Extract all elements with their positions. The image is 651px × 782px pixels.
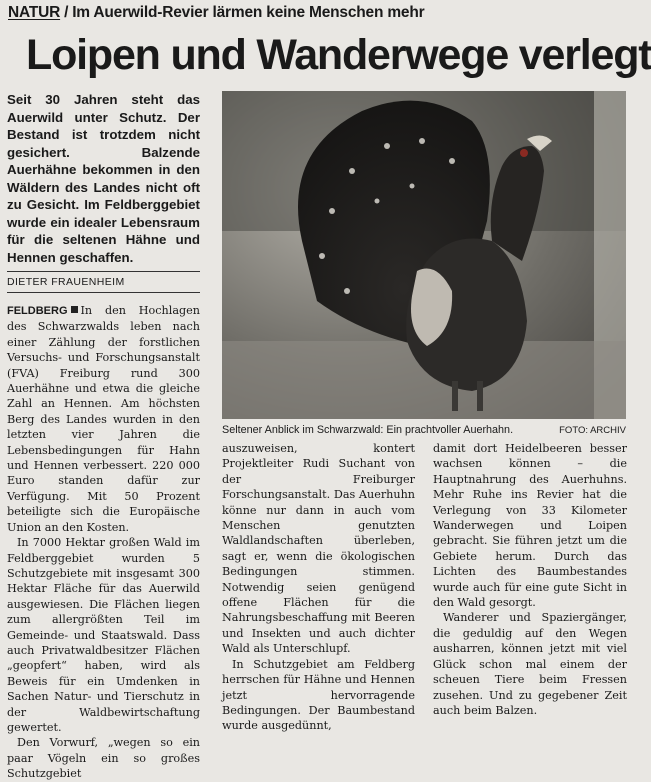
body-paragraph: Den Vorwurf, „wegen so ein paar Vögeln ein so großes Schutzgebiet (7, 736, 200, 781)
body-paragraph: Wanderer und Spaziergänger, die geduldig auf den Wegen ausharren, können jetzt mit viel Glück schon mal einem der scheuen Tiere beim Fressen zusehen. Und zu gegebener Zeit auch beim Balzen. (433, 611, 627, 717)
photo-credit: FOTO: ARCHIV (559, 425, 626, 436)
lead-paragraph: Seit 30 Jahren steht das Auerwild unter Schutz. Der Bestand ist trotzdem nicht gesichert. Balzende Auerhähne bekommen in den Wäldern des Landes nicht oft zu Gesicht. Im Feldberggebiet wurde ein idealer Lebensraum für die seltenen Hähne und Hennen geschaffen. (7, 92, 200, 265)
author-rule-bottom (7, 292, 200, 293)
body-column-3 (433, 441, 627, 717)
body-paragraph: In 7000 Hektar großen Wald im Feldberggebiet wurden 5 Schutzgebiete mit insgesamt 300 Hektar Fläche für das Auerwild ausgewiesen. Die Flächen liegen zum allergrößten Teil im Gemeinde- und Staatswald. Dass auch Privatwaldbesitzer Flächen „geopfert“ haben, wird als Beweis für ein Umdenken in Sachen Natur- und Tierschutz in der Waldbewirtschaftung gewertet. (7, 536, 200, 734)
kicker-line (8, 4, 628, 22)
body-paragraph: auszuweisen, kontert Projektleiter Rudi Suchant von der Freiburger Forschungsanstalt. Das Auerhuhn könne nur dann in auch vom Menschen genutzten Waldlandschaften überleben, sagt er, wenn die ökologischen Bedingungen stimmen. Notwendig seien genügend offene Flächen für die Nahrungsbeschaffung mit Beeren und Insekten und auch dichter Wald als Unterschlupf. (222, 442, 415, 656)
author-byline: DIETER FRAUENHEIM (7, 276, 125, 288)
body-paragraph (7, 303, 200, 535)
body-column-2 (222, 441, 415, 733)
headline: Loipen und Wanderwege verlegt (26, 31, 651, 79)
section-label: NATUR (8, 4, 61, 21)
kicker-subline: Im Auerwild-Revier lärmen keine Menschen mehr (72, 4, 425, 21)
caption-text: Seltener Anblick im Schwarzwald: Ein prachtvoller Auerhahn. (222, 424, 514, 436)
body-column-1 (7, 303, 200, 781)
author-rule-top (7, 271, 200, 272)
capercaillie-illustration (222, 91, 626, 419)
body-text: In den Hochlagen des Schwarzwalds leben nach einer Zählung der forstlichen Versuchs- und Forschungsanstalt (FVA) Freiburg rund 300 Auerhähne und etwa die gleiche Zahl an Hennen. Am höchsten Berg des Landes wurden in den letzten vier Jahren die Lebensbedingungen für Hahn und Hennen verbessert. 220 000 Euro standen dafür zur Verfügung. Mit 50 Prozent beteiligte sich die Europäische Union an den Kosten. (7, 304, 200, 534)
dateline: FELDBERG (7, 305, 68, 317)
article-photo (222, 91, 626, 419)
kicker-separator: / (64, 4, 69, 21)
dateline-bullet (71, 306, 78, 313)
body-paragraph: damit dort Heidelbeeren besser wachsen können – die Hauptnahrung des Auerhuhns. Mehr Ruhe ins Revier hat die Verlegung von 33 Kilometer Wanderwegen und Loipen gebracht. Sie führen jetzt um die Gebiete herum. Durch das Lichten des Baumbestandes wurde auch für eine gute Sicht in den Wald gesorgt. (433, 442, 627, 610)
photo-caption (222, 424, 626, 436)
body-paragraph: In Schutzgebiet am Feldberg herrschen für Hähne und Hennen jetzt hervorragende Bedingungen. Der Baumbestand wurde ausgedünnt, (222, 657, 415, 733)
